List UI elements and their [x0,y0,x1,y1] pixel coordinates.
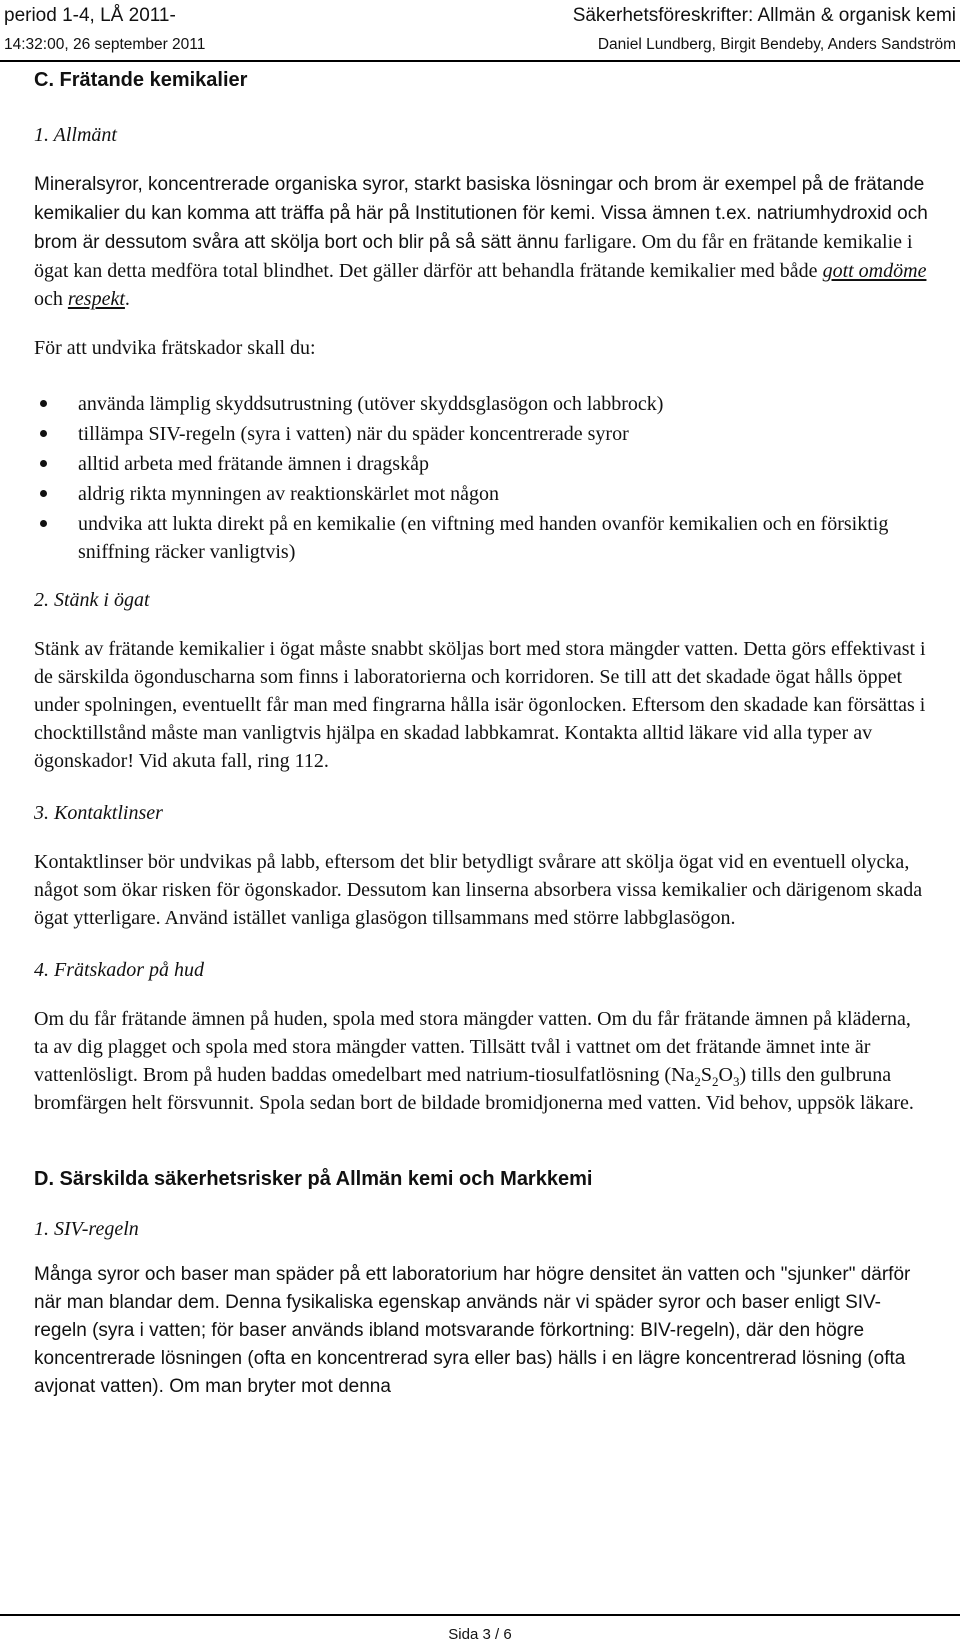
bullet-icon [40,520,47,527]
paragraph-period: . [124,288,130,310]
document-body [34,66,930,1401]
section-c4-heading: 4. Frätskador på hud [34,959,204,981]
section-c3-heading: 3. Kontaktlinser [34,802,163,824]
page-header [0,0,960,60]
footer-divider [0,1614,960,1616]
section-c3-paragraph: Kontaktlinser bör undvikas på labb, eftersom det blir betydligt svårare att skölja ögat vid en eventuell olycka, något som ökar risken för ögonskador. Dessutom kan linserna absorbera vissa kemikalier och därigenom skada ögat ytterligare. Använd istället vanliga glasögon tillsammans med större labbglasögon. [34,851,923,929]
header-authors: Daniel Lundberg, Birgit Bendeby, Anders Sandström [597,36,956,53]
section-c2-heading: 2. Stänk i ögat [34,589,150,611]
page-number: Sida 3 / 6 [448,1626,512,1643]
bullet-icon [40,430,47,437]
section-d-title: D. Särskilda säkerhetsrisker på Allmän kemi och Markkemi [34,1168,593,1190]
paragraph-part-b: ) tills den gulbruna bromfärgen helt försvunnit. Spola sedan bort de bildade bromidjonerna med vatten. Vid behov, uppsök läkare. [34,1064,914,1114]
section-c1-heading: 1. Allmänt [34,124,117,146]
header-timestamp: 14:32:00, 26 september 2011 [4,36,206,53]
subscript: 2 [694,1074,701,1089]
list-item-text: använda lämplig skyddsutrustning (utöver skyddsglasögon och labbrock) [78,393,664,415]
list-item [34,450,930,478]
emphasis-respekt: respekt [67,288,125,310]
subscript: 3 [733,1074,740,1089]
header-row-2 [4,34,956,62]
section-d1-paragraph: Många syror och baser man späder på ett laboratorium har högre densitet än vatten och "sjunker" därför när man blandar dem. Denna fysikaliska egenskap används när vi späder syror och baser enligt SIV-regeln (syra i vatten; för baser används ibland motsvarande förkortning: BIV-regeln), där den högre koncentrerade lösningen (ofta en koncentrerad syra eller bas) hälls i en lägre koncentrerad lösning (ofta avjonat vatten). Om man bryter mot denna [34,1264,911,1397]
section-c1-intro: För att undvika frätskador skall du: [34,337,316,359]
section-c2-paragraph: Stänk av frätande kemikalier i ögat måste snabbt sköljas bort med stora mängder vatten. Detta görs effektivast i de särskilda ögonduscharna som finns i laboratorierna och korridoren. Se till att det skadade ögat hålls öppet under spolningen, eventuellt får man med fingrarna hålla isär ögonlocken. Eftersom den skadade kan försättas i chocktillstånd måste man vanligtvis hjälpa en skadad labbkamrat. Kontakta alltid läkare vid alla typer av ögonskador! Vid akuta fall, ring 112. [34,638,926,772]
paragraph-part-a: Om du får frätande ämnen på huden, spola med stora mängder vatten. Om du får frätande ämnen på kläderna, ta av dig plagget och spola med stora mängder vatten. Tillsätt tvål i vattnet om det frätande ämnet inte är vattenlösligt. Brom på huden baddas omedelbart med natrium-tiosulfatlösning (Na [34,1008,911,1086]
list-item [34,390,930,418]
safety-bullet-list [34,390,930,566]
bullet-icon [40,490,47,497]
formula-o: O [718,1064,733,1086]
section-c4-paragraph [34,1005,930,1117]
list-item [34,420,930,448]
list-item-text: aldrig rikta mynningen av reaktionskärlet mot någon [78,483,499,505]
bullet-icon [40,460,47,467]
section-c-title: C. Frätande kemikalier [34,69,248,91]
subscript: 2 [712,1074,719,1089]
paragraph-sans-part: Mineralsyror, koncentrerade organiska syror, starkt basiska lösningar och brom är exempel på de frätande kemikalier du kan komma att träffa på här på Institutionen för kemi. Vissa ämnen t.ex. natriumhydroxid och brom är dessutom svåra att skölja bort och blir på så sätt ännu [34,174,928,253]
list-item-text: alltid arbeta med frätande ämnen i dragskåp [78,453,429,475]
list-item [34,480,930,508]
page-footer [0,1612,960,1646]
list-item-text: undvika att lukta direkt på en kemikalie (en viftning med handen ovanför kemikalien och en försiktig sniffning räcker vanligtvis) [78,513,889,563]
header-doc-title: Säkerhetsföreskrifter: Allmän & organisk kemi [572,5,956,26]
bullet-icon [40,400,47,407]
section-d1-heading: 1. SIV-regeln [34,1218,139,1240]
list-item-text: tillämpa SIV-regeln (syra i vatten) när du späder koncentrerade syror [78,423,629,445]
list-item [34,510,930,566]
paragraph-serif-part: farligare. Om du får en frätande kemikalie i ögat kan detta medföra total blindhet. Det gäller därför att behandla frätande kemikalier med både [34,231,913,282]
formula-s: S [700,1064,713,1086]
header-divider [0,60,960,62]
word-och: och [34,288,63,310]
header-row-1 [4,3,956,31]
header-period: period 1-4, LÅ 2011- [4,5,176,26]
emphasis-gott-omdome: gott omdöme [822,260,927,282]
section-c1-paragraph [34,170,930,313]
